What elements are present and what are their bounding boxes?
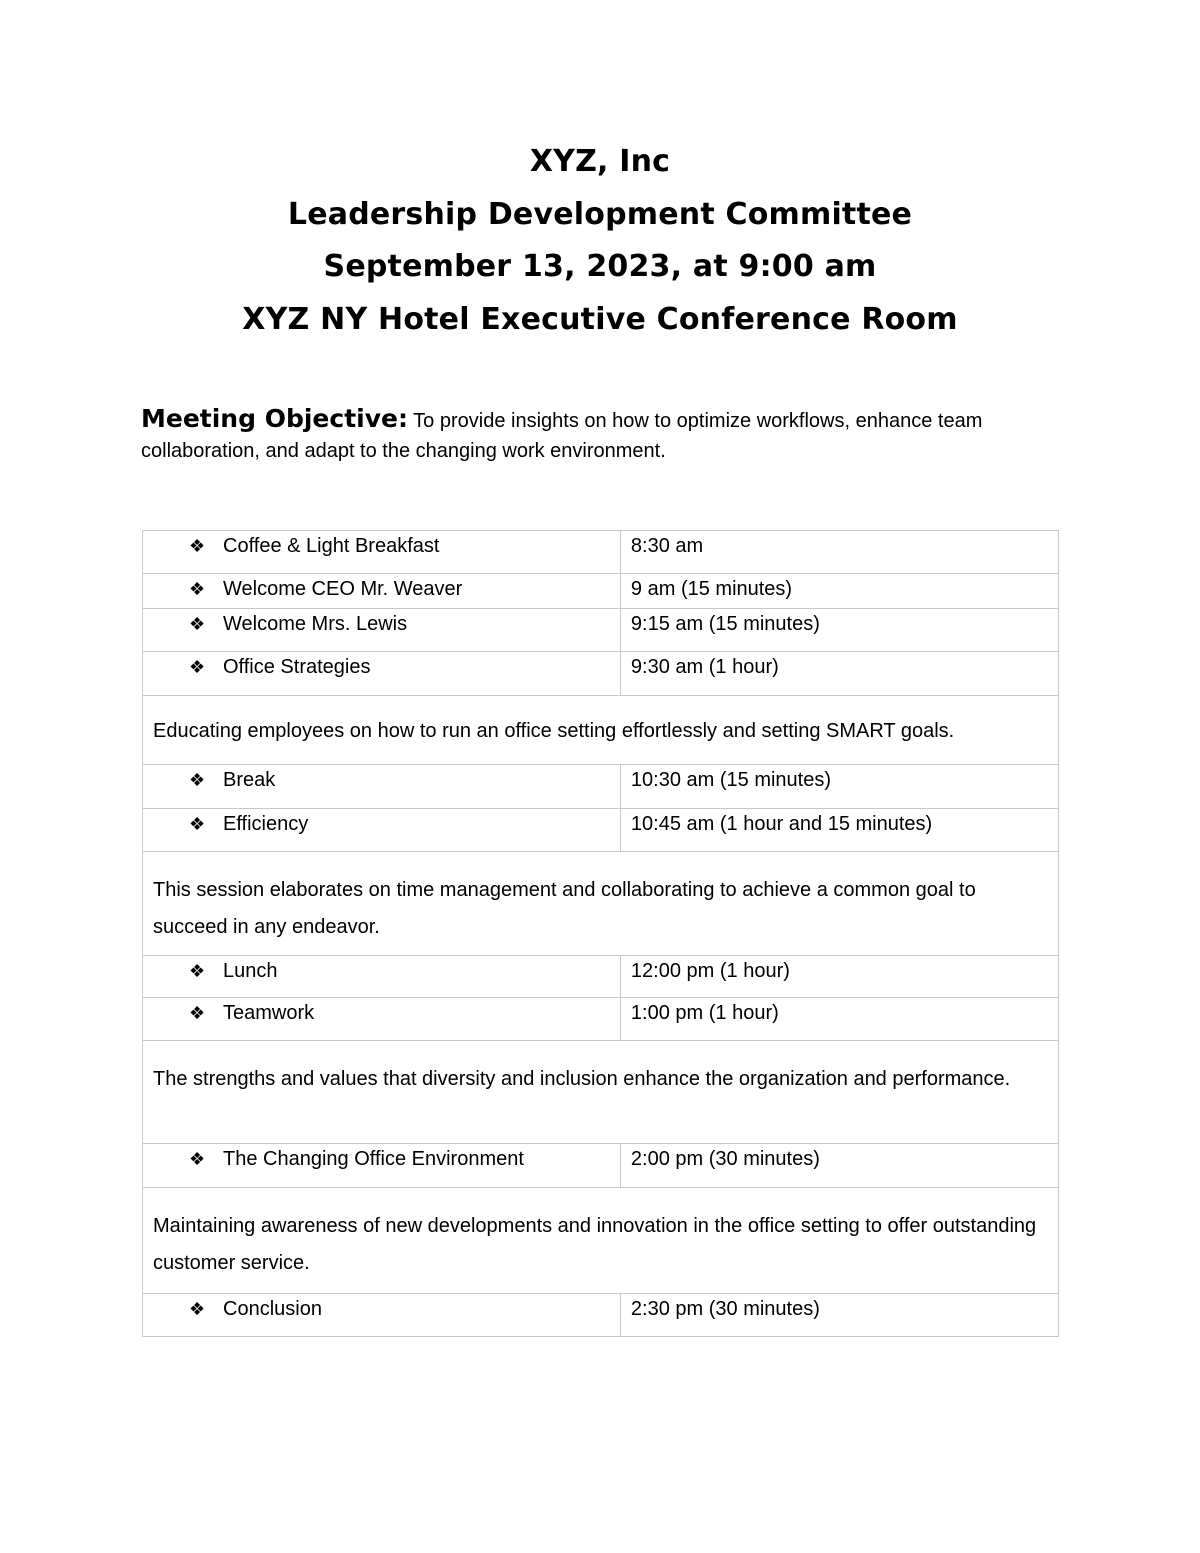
agenda-description-row	[143, 696, 1059, 765]
agenda-description	[143, 1041, 1059, 1144]
agenda-row	[143, 574, 1059, 609]
agenda-item-cell	[143, 998, 621, 1041]
agenda-time: 10:30 am (15 minutes)	[620, 765, 1058, 809]
agenda-item: Office Strategies	[223, 656, 371, 678]
agenda-table	[142, 530, 1059, 1337]
description-text: This session elaborates on time management and collaborating to achieve a common goal to succeed in any endeavor.	[153, 879, 976, 938]
agenda-row	[143, 1144, 1059, 1188]
meeting-objective	[141, 404, 1041, 466]
meeting-datetime: September 13, 2023, at 9:00 am	[323, 249, 877, 284]
agenda-item-cell	[143, 765, 621, 809]
agenda-row	[143, 609, 1059, 652]
agenda-time: 2:30 pm (30 minutes)	[620, 1294, 1058, 1337]
bullet-icon: ❖	[189, 614, 206, 634]
agenda-description	[143, 852, 1059, 956]
agenda-item-cell	[143, 1294, 621, 1337]
agenda-row	[143, 765, 1059, 809]
company-name: XYZ, Inc	[529, 144, 671, 179]
agenda-item-cell	[143, 1144, 621, 1188]
agenda-item: Break	[223, 769, 276, 791]
description-text: Educating employees on how to run an office setting effortlessly and setting SMART goals.	[153, 720, 955, 742]
agenda-description-row	[143, 1041, 1059, 1144]
committee-name: Leadership Development Committee	[287, 196, 913, 232]
bullet-icon: ❖	[189, 770, 206, 790]
agenda-description	[143, 696, 1059, 765]
description-text: Maintaining awareness of new developments and innovation in the office setting to offer outstanding customer service.	[153, 1215, 1037, 1274]
agenda-item: Coffee & Light Breakfast	[223, 535, 440, 557]
document-header	[0, 136, 1200, 346]
agenda-description	[143, 1188, 1059, 1294]
agenda-item-cell	[143, 652, 621, 696]
bullet-icon: ❖	[189, 1003, 206, 1023]
agenda-time: 9:15 am (15 minutes)	[620, 609, 1058, 652]
agenda-item: Welcome Mrs. Lewis	[223, 613, 408, 635]
agenda-row	[143, 652, 1059, 696]
agenda-row	[143, 1294, 1059, 1337]
agenda-row	[143, 809, 1059, 852]
bullet-icon: ❖	[189, 814, 206, 834]
agenda-item: Teamwork	[223, 1002, 315, 1024]
objective-text: To provide insights on how to optimize workflows, enhance team collaboration, and adapt to the changing work environment.	[141, 410, 983, 462]
bullet-icon: ❖	[189, 1299, 206, 1319]
objective-label: Meeting Objective:	[141, 404, 408, 433]
agenda-item: Conclusion	[223, 1298, 322, 1320]
agenda-item: Welcome CEO Mr. Weaver	[223, 578, 463, 600]
bullet-icon: ❖	[189, 579, 206, 599]
agenda-time: 9 am (15 minutes)	[620, 574, 1058, 609]
bullet-icon: ❖	[189, 961, 206, 981]
agenda-row	[143, 531, 1059, 574]
agenda-item: Efficiency	[223, 813, 309, 835]
agenda-time: 9:30 am (1 hour)	[620, 652, 1058, 696]
agenda-item-cell	[143, 609, 621, 652]
agenda-time: 10:45 am (1 hour and 15 minutes)	[620, 809, 1058, 852]
agenda-item: The Changing Office Environment	[223, 1148, 524, 1170]
agenda-item-cell	[143, 574, 621, 609]
agenda-item: Lunch	[223, 960, 278, 982]
agenda-row	[143, 998, 1059, 1041]
agenda-time: 1:00 pm (1 hour)	[620, 998, 1058, 1041]
bullet-icon: ❖	[189, 657, 206, 677]
agenda-description-row	[143, 852, 1059, 956]
agenda-item-cell	[143, 956, 621, 998]
agenda-item-cell	[143, 809, 621, 852]
agenda-time: 8:30 am	[620, 531, 1058, 574]
agenda-row	[143, 956, 1059, 998]
agenda-time: 2:00 pm (30 minutes)	[620, 1144, 1058, 1188]
agenda-item-cell	[143, 531, 621, 574]
meeting-location: XYZ NY Hotel Executive Conference Room	[242, 301, 958, 337]
agenda-description-row	[143, 1188, 1059, 1294]
bullet-icon: ❖	[189, 1149, 206, 1169]
bullet-icon: ❖	[189, 536, 206, 556]
agenda-time: 12:00 pm (1 hour)	[620, 956, 1058, 998]
description-text: The strengths and values that diversity and inclusion enhance the organization and performance.	[153, 1068, 1011, 1090]
